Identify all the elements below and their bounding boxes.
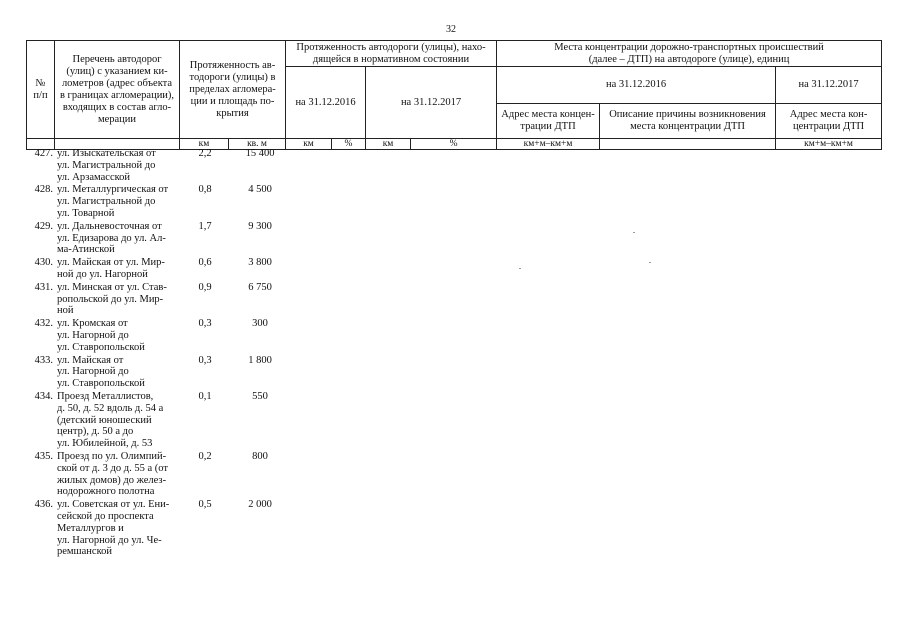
header-dtp-reason: Описание причины возникновения места концентрации ДТП bbox=[600, 104, 776, 139]
row-length-km: 0,5 bbox=[198, 499, 212, 511]
table-row bbox=[26, 184, 316, 219]
row-road-name: ул. Советская от ул. Ени- сейской до проспекта Металлургов и ул. Нагорной до ул. Че- ремшанской bbox=[57, 499, 170, 558]
row-number: 435. bbox=[34, 450, 53, 462]
header-dtp-date-1: на 31.12.2016 bbox=[497, 67, 776, 104]
row-length-km: 0,1 bbox=[198, 390, 212, 402]
table-row bbox=[26, 148, 316, 183]
header-num: № п/п bbox=[27, 41, 55, 139]
row-road-name: ул. Майская от ул. Нагорной до ул. Ставропольской bbox=[57, 354, 145, 390]
table-row bbox=[26, 318, 316, 353]
table-row bbox=[26, 355, 316, 390]
row-road-name: ул. Металлургическая от ул. Магистральной до ул. Товарной bbox=[57, 184, 169, 219]
row-length-km: 0,9 bbox=[198, 281, 212, 293]
header-dtp-date-2: на 31.12.2017 bbox=[776, 67, 882, 104]
header-normative-date-1: на 31.12.2016 bbox=[286, 67, 366, 139]
row-area-sqm: 1 800 bbox=[248, 354, 272, 366]
scan-speck bbox=[519, 268, 521, 269]
table-header bbox=[26, 40, 882, 150]
row-number: 432. bbox=[34, 318, 53, 330]
table-row bbox=[26, 451, 316, 498]
row-road-name: ул. Майская от ул. Мир- ной до ул. Нагорной bbox=[57, 257, 165, 280]
table-row bbox=[26, 391, 316, 450]
unit-km: км bbox=[180, 139, 229, 150]
row-number: 427. bbox=[34, 148, 53, 159]
table-row bbox=[26, 282, 316, 317]
scan-speck bbox=[649, 262, 651, 263]
row-number: 433. bbox=[34, 354, 53, 366]
row-area-sqm: 9 300 bbox=[248, 220, 272, 232]
unit-empty-3 bbox=[600, 139, 776, 150]
header-roads: Перечень автодорог (улиц) с указанием ки- лометров (адрес объекта в границах агломерации), входящих в состав агло- мерации bbox=[55, 41, 180, 139]
table-body bbox=[26, 148, 316, 559]
row-number: 428. bbox=[34, 184, 53, 196]
row-number: 436. bbox=[34, 499, 53, 511]
row-area-sqm: 4 500 bbox=[248, 184, 272, 196]
row-length-km: 2,2 bbox=[198, 148, 212, 159]
row-number: 430. bbox=[34, 257, 53, 269]
row-area-sqm: 800 bbox=[252, 450, 268, 462]
row-area-sqm: 6 750 bbox=[248, 281, 272, 293]
table-row bbox=[26, 257, 316, 281]
header-dtp: Места концентрации дорожно-транспортных происшествий (далее – ДТП) на автодороге (улице), единиц bbox=[497, 41, 882, 67]
row-length-km: 0,8 bbox=[198, 184, 212, 196]
row-length-km: 0,3 bbox=[198, 318, 212, 330]
unit-km-2016: км bbox=[286, 139, 332, 150]
header-dtp-address: Адрес места концен- трации ДТП bbox=[497, 104, 600, 139]
unit-pct-2016: % bbox=[332, 139, 366, 150]
page-number: 32 bbox=[446, 24, 456, 35]
row-road-name: ул. Изыскательская от ул. Магистральной до ул. Арзамасской bbox=[57, 148, 156, 183]
unit-kmm-2016: км+м–км+м bbox=[497, 139, 600, 150]
header-normative: Протяженность автодороги (улицы), нахо- дящейся в нормативном состоянии bbox=[286, 41, 497, 67]
table-row bbox=[26, 221, 316, 256]
row-length-km: 1,7 bbox=[198, 220, 212, 232]
unit-kmm-2017: км+м–км+м bbox=[776, 139, 882, 150]
row-road-name: ул. Минская от ул. Став- ропольской до ул. Мир- ной bbox=[57, 281, 167, 317]
row-number: 429. bbox=[34, 220, 53, 232]
row-road-name: Проезд по ул. Олимпий- ской от д. 3 до д. 55 а (от жилых домов) до желез- нодорожного полотна bbox=[57, 450, 168, 498]
row-number: 434. bbox=[34, 390, 53, 402]
unit-sqm: кв. м bbox=[229, 139, 286, 150]
row-area-sqm: 300 bbox=[252, 318, 268, 330]
row-length-km: 0,2 bbox=[198, 450, 212, 462]
row-area-sqm: 15 400 bbox=[245, 148, 275, 159]
row-road-name: ул. Кромская от ул. Нагорной до ул. Ставропольской bbox=[57, 318, 145, 353]
header-length: Протяженность ав- тодороги (улицы) в пределах агломера- ции и площадь по- крытия bbox=[180, 41, 286, 139]
header-dtp-address-2: Адрес места кон- центрации ДТП bbox=[776, 104, 882, 139]
row-area-sqm: 550 bbox=[252, 390, 268, 402]
unit-pct-2017: % bbox=[411, 139, 497, 150]
row-area-sqm: 3 800 bbox=[248, 257, 272, 269]
unit-km-2017: км bbox=[366, 139, 411, 150]
row-length-km: 0,6 bbox=[198, 257, 212, 269]
header-normative-date-2: на 31.12.2017 bbox=[366, 67, 497, 139]
row-number: 431. bbox=[34, 281, 53, 293]
row-road-name: Проезд Металлистов, д. 50, д. 52 вдоль д. 54 а (детский юношеский центр), д. 50 а до ул. Юбилейной, д. 53 bbox=[57, 390, 164, 450]
scan-speck bbox=[633, 232, 635, 233]
row-length-km: 0,3 bbox=[198, 354, 212, 366]
row-area-sqm: 2 000 bbox=[248, 499, 272, 511]
table-row bbox=[26, 499, 316, 558]
row-road-name: ул. Дальневосточная от ул. Едизарова до ул. Ал- ма-Атинской bbox=[57, 220, 166, 256]
